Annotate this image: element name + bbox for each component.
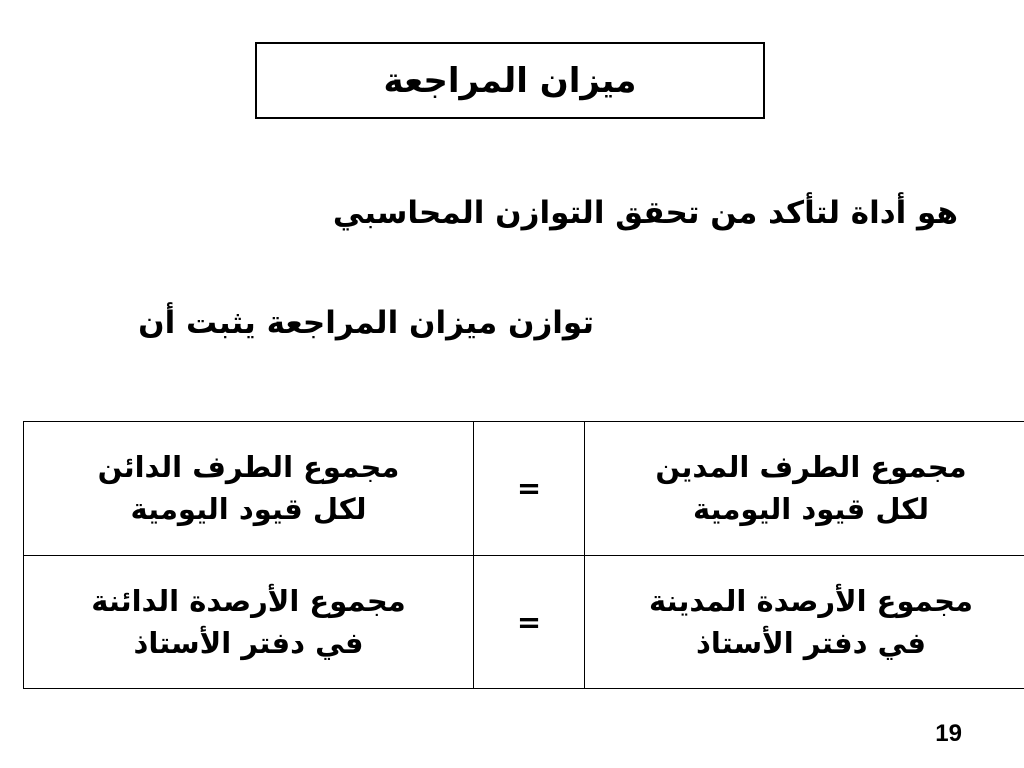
debit-line-2: لكل قيود اليومية bbox=[693, 492, 929, 527]
debit-cell bbox=[585, 555, 1024, 689]
definition-text: هو أداة لتأكد من تحقق التوازن المحاسبي bbox=[332, 195, 958, 231]
title-box bbox=[255, 42, 765, 119]
table-row bbox=[24, 555, 1024, 689]
debit-line-2: في دفتر الأستاذ bbox=[696, 625, 926, 660]
equals-cell: = bbox=[474, 422, 585, 556]
debit-cell bbox=[585, 422, 1024, 556]
slide-title: ميزان المراجعة bbox=[383, 60, 637, 101]
credit-cell bbox=[24, 422, 474, 556]
credit-line-2: في دفتر الأستاذ bbox=[133, 625, 364, 660]
debit-line-1: مجموع الأرصدة المدينة bbox=[649, 583, 973, 618]
table-row bbox=[24, 422, 1024, 556]
equals-cell: = bbox=[474, 555, 585, 689]
debit-line-1: مجموع الطرف المدين bbox=[655, 450, 967, 485]
balance-table bbox=[23, 421, 1024, 689]
credit-cell bbox=[24, 555, 474, 689]
credit-line-1: مجموع الطرف الدائن bbox=[97, 450, 400, 485]
page-number: 19 bbox=[935, 720, 962, 747]
balance-statement-text: توازن ميزان المراجعة يثبت أن bbox=[138, 305, 594, 341]
credit-line-2: لكل قيود اليومية bbox=[130, 492, 367, 527]
credit-line-1: مجموع الأرصدة الدائنة bbox=[91, 583, 406, 618]
